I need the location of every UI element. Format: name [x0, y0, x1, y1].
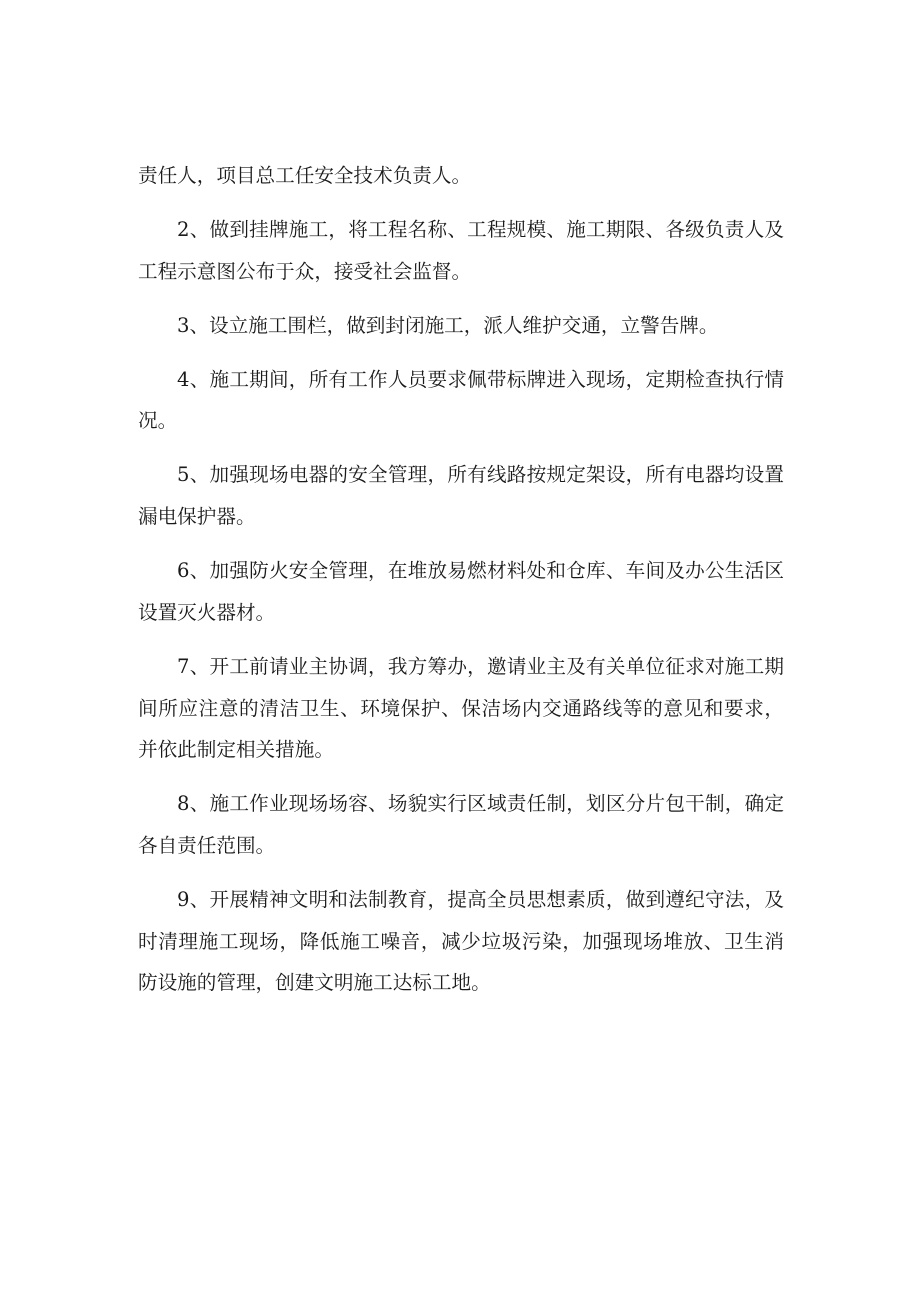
paragraph-item-9: 9、开展精神文明和法制教育，提高全员思想素质，做到遵纪守法，及时清理施工现场，降低施工噪音，减少垃圾污染，加强现场堆放、卫生消防设施的管理，创建文明施工达标工地。	[138, 887, 784, 995]
paragraph-item-5: 5、加强现场电器的安全管理，所有线路按规定架设，所有电器均设置漏电保护器。	[138, 463, 784, 529]
paragraph-continuation: 责任人，项目总工任安全技术负责人。	[138, 164, 472, 187]
document-body	[138, 155, 784, 1016]
paragraph-item-8: 8、施工作业现场场容、场貌实行区域责任制，划区分片包干制，确定各自责任范围。	[138, 792, 784, 857]
paragraph-item-4: 4、施工期间，所有工作人员要求佩带标牌进入现场，定期检查执行情况。	[138, 367, 784, 433]
paragraph-item-3: 3、设立施工围栏，做到封闭施工，派人维护交通，立警告牌。	[177, 313, 719, 337]
paragraph-item-2: 2、做到挂牌施工，将工程名称、工程规模、施工期限、各级负责人及工程示意图公布于众，接受社会监督。	[138, 218, 784, 283]
paragraph-item-7: 7、开工前请业主协调，我方筹办，邀请业主及有关单位征求对施工期间所应注意的清洁卫生、环境保护、保洁场内交通路线等的意见和要求，并依此制定相关措施。	[138, 654, 784, 762]
paragraph-item-6: 6、加强防火安全管理，在堆放易燃材料处和仓库、车间及办公生活区设置灭火器材。	[138, 559, 784, 624]
